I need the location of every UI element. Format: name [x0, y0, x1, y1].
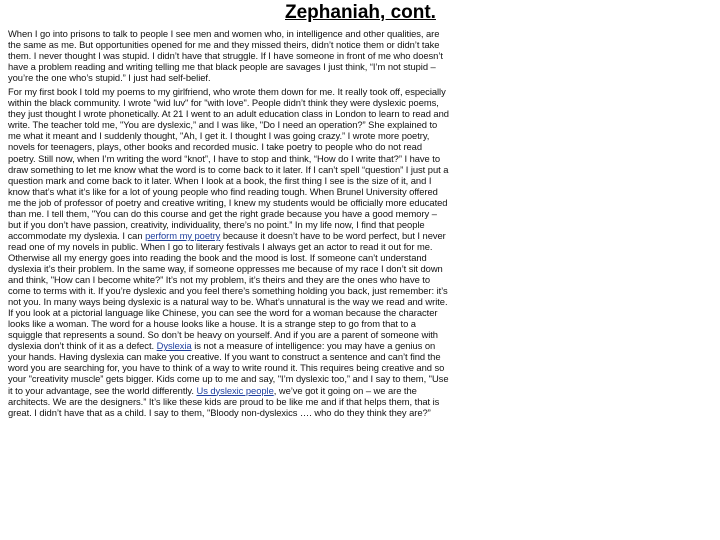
paragraph-main-part3: is not a measure of intelligence: you may have a genius on your hands. Having dyslexia can make you creative. If you want to construct a sentence and can’t find the word you are searching for, you have to think of a way to write round it. This requires being creative and so your "creativity muscle” gets bigger. Kids come up to me and say, "I’m dyslexic too,” and I say to them, "Use it to your advantage, see the world differently. — [8, 340, 449, 396]
paragraph-main — [8, 86, 451, 417]
paragraph-prisons: When I go into prisons to talk to people I see men and women who, in intelligence and other qualities, are the same as me. But opportunities opened for me and they missed theirs, didn’t notice them or didn’t take them. I never thought I was stupid. I didn’t have that struggle. If I have someone in front of me who doesn’t have a problem reading and writing telling me that black people are savages I just think, “I’m not stupid – you’re the one who’s stupid.” I just had self-belief. — [8, 28, 443, 84]
dyslexic-people-link[interactable]: Us dyslexic people — [196, 384, 274, 396]
dyslexia-link[interactable]: Dyslexia — [156, 340, 192, 352]
paragraph-main-part4: , we’ve got it going on – we are the architects. We are the designers.” It’s like these kids are proud to be like me and if that helps them, that is great. I didn’t have that as a child. I say to them, "Bloody non-dyslexics …. who do they think they are?” — [8, 384, 440, 418]
paragraph-main-part2: because it doesn’t have to be word perfect, but I never read one of my novels in public. When I go to literary festivals I always get an actor to read it out for me. Otherwise all my energy goes into reading the book and the mood is lost. If someone can’t understand dyslexia it’s their problem. In the same way, if someone oppresses me because of my race I don’t sit down and think, "How can I become white?” It’s not my problem, it’s theirs and they are the ones who have to come to terms with it. If you’re dyslexic and you feel there’s something holding you back, just remember: it’s not you. In many ways being dyslexic is a natural way to be. What’s unnatural is the way we read and write. If you look at a pictorial language like Chinese, you can see the word for a woman because the character looks like a woman. The word for a house looks like a house. It is a strange step to go from that to a squiggle that represents a sound. So don’t be heavy on yourself. And if you are a parent of someone with dyslexia don’t think of it as a defect. — [8, 229, 448, 352]
perform-poetry-link[interactable]: perform my poetry — [145, 229, 221, 241]
page-title: Zephaniah, cont. — [285, 2, 436, 23]
paragraph-main-part1: For my first book I told my poems to my girlfriend, who wrote them down for me. It really took off, especially within the black community. I wrote "wid luv" for "with love". People didn’t think they were dyslexic poems, they just thought I wrote phonetically. At 21 I went to an adult education class in London to learn to read and write. The teacher told me, "You are dyslexic,” and I was like, "Do I need an operation?” She explained to me what it meant and I suddenly thought, "Ah, I get it. I thought I was going crazy.” I wrote more poetry, novels for teenagers, plays, other books and recorded music. I take poetry to people who do not read poetry. Still now, when I’m writing the word “knot”, I have to stop and think, “How do I write that?” I have to draw something to let me know what the word is to come back to it later. If I can’t spell “question” I just put a question mark and come back to it later. When I look at a book, the first thing I see is the size of it, and I know that’s what it’s like for a lot of young people who find reading tough. When Brunel University offered me the job of professor of poetry and creative writing, I knew my students would be officially more educated than me. I tell them, "You can do this course and get the right grade because you have a good memory – but if you don’t have passion, creativity, individuality, there’s no point.” In my life now, I find that people accommodate my dyslexia. I can — [8, 86, 449, 241]
article-body — [8, 28, 451, 418]
